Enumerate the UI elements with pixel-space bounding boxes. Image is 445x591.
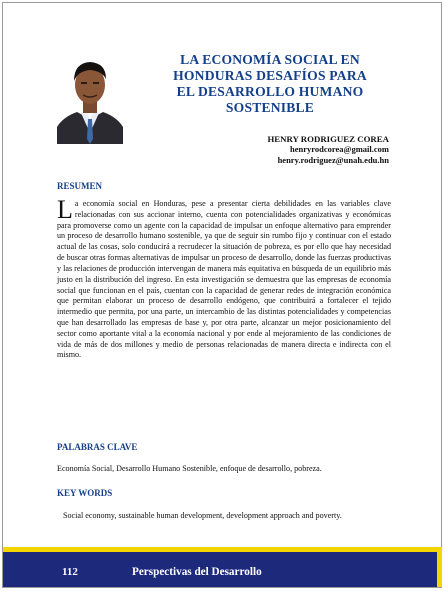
- palabras-clave-heading: PALABRAS CLAVE: [57, 442, 138, 452]
- footer-right-stripe: [437, 547, 442, 587]
- drop-cap: L: [57, 195, 73, 224]
- author-name: HENRY RODRIGUEZ COREA: [267, 134, 389, 144]
- title-line-4: SOSTENIBLE: [225, 100, 315, 115]
- author-photo: [57, 49, 123, 144]
- key-words-heading: KEY WORDS: [57, 488, 113, 498]
- title-line-3: EL DESARROLLO HUMANO: [176, 84, 364, 99]
- author-email-1[interactable]: henryrodcorea@gmail.com: [290, 144, 389, 155]
- resumen-text: a economía social en Honduras, pese a presentar cierta debilidades en las variables clave relacionadas con sus accionar interno, cuenta con potencialidades organizativas y económicas para promoverse como un agente con la capacidad de impulsar un enfoque alternativo para emprender un proceso de desarrollo humano sostenible, ya que de seguir sin rumbo fijo y continuar con el estado actual de las cosas, solo conducirá a recrudecer la situación de pobreza, es por ello que hay necesidad de buscar otras formas alternativas de impulsar un proceso de desarrollo, donde las fuerzas productivas y las relaciones de producción intervengan de manera más equitativa en búsqueda de un equilibrio más justo en la distribución del ingreso. En esta investigación se demuestra que las empresas de economía social que funcionan en el país, cuentan con la capacidad de generar redes de integración económica que permitan elaborar un proceso de desarrollo endógeno, que contribuirá a fortalecer el tejido intermedio que permita, por una parte, un intercambio de las distintas potencialidades y competencias que han desarrollado las empresas de base y, por otra parte, alcanzar un mejor posicionamiento del sector como aportante vital a la economía nacional y por ende al mejoramiento de las condiciones de vida de más de dos millones y medio de personas relacionadas de manera directa e indirecta con el mismo.: [57, 199, 391, 360]
- palabras-clave-text: Economía Social, Desarrollo Humano Sostenible, enfoque de desarrollo, pobreza.: [57, 464, 322, 473]
- footer-bar: [3, 547, 442, 587]
- article-title: [150, 52, 390, 116]
- author-email-2[interactable]: henry.rodriguez@unah.edu.hn: [277, 154, 389, 165]
- resumen-heading: RESUMEN: [57, 181, 103, 191]
- key-words-text: Social economy, sustainable human development, development approach and poverty.: [63, 511, 342, 520]
- page-number: 112: [62, 566, 78, 578]
- resumen-body: [57, 195, 391, 361]
- journal-name: Perspectivas del Desarrollo: [132, 566, 262, 578]
- title-line-2: HONDURAS DESAFÍOS PARA: [173, 68, 367, 83]
- author-block: [267, 134, 389, 165]
- footer-stripe: [3, 547, 442, 552]
- title-line-1: LA ECONOMÍA SOCIAL EN: [180, 52, 360, 67]
